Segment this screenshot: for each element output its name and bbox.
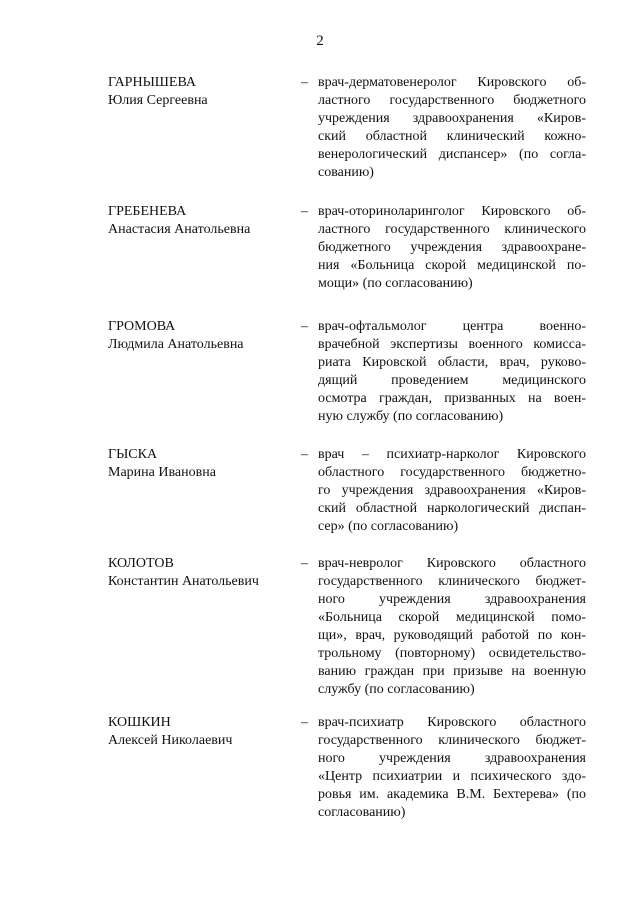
position-line: врачебной экспертизы военного комисса-	[318, 337, 586, 352]
member-name	[108, 555, 298, 591]
position-line: «Больница скорой медицинской помо-	[318, 610, 586, 625]
member-surname: ГРОМОВА	[108, 319, 176, 334]
position-line: риата Кировской области, врач, руково-	[318, 355, 586, 370]
separator-dash: –	[301, 75, 308, 90]
position-line: учреждения здравоохранения «Киров-	[318, 111, 586, 126]
member-given-name: Константин Анатольевич	[108, 574, 259, 589]
position-line: трольному (повторному) освидетельство-	[318, 646, 586, 661]
position-line: врач-дерматовенеролог Кировского об-	[318, 75, 586, 90]
position-line: ский областной наркологический диспан-	[318, 501, 586, 516]
position-line: венерологический диспансер» (по согла-	[318, 147, 586, 162]
position-line: ного учреждения здравоохранения	[318, 592, 586, 607]
separator-dash: –	[301, 319, 308, 334]
member-name	[108, 714, 298, 750]
position-line: государственного клинического бюджет-	[318, 733, 586, 748]
position-line: врач-офтальмолог центра военно-	[318, 319, 586, 334]
member-given-name: Людмила Анатольевна	[108, 337, 244, 352]
member-given-name: Анастасия Анатольевна	[108, 222, 251, 237]
member-given-name: Алексей Николаевич	[108, 733, 233, 748]
position-line: сер» (по согласованию)	[318, 519, 459, 534]
position-line: щи», врач, руководящий работой по кон-	[318, 628, 586, 643]
position-line: ния «Больница скорой медицинской по-	[318, 258, 586, 273]
position-line: мощи» (по согласованию)	[318, 276, 473, 291]
position-line: врач-оториноларинголог Кировского об-	[318, 204, 586, 219]
separator-dash: –	[301, 556, 308, 571]
position-line: го учреждения здравоохранения «Киров-	[318, 483, 586, 498]
member-surname: КОШКИН	[108, 715, 171, 730]
position-line: дящий проведением медицинского	[318, 373, 586, 388]
position-line: врач – психиатр-нарколог Кировского	[318, 447, 586, 462]
position-line: ластного государственного клинического	[318, 222, 586, 237]
position-line: врач-психиатр Кировского областного	[318, 715, 586, 730]
member-surname: ГЫСКА	[108, 447, 158, 462]
position-line: осмотра граждан, призванных на воен-	[318, 391, 586, 406]
member-surname: КОЛОТОВ	[108, 556, 174, 571]
position-line: ский областной клинический кожно-	[318, 129, 586, 144]
member-given-name: Марина Ивановна	[108, 465, 216, 480]
member-position	[318, 555, 586, 699]
position-line: ванию граждан при призыве на военную	[318, 664, 586, 679]
member-surname: ГРЕБЕНЕВА	[108, 204, 187, 219]
position-line: бюджетного учреждения здравоохране-	[318, 240, 586, 255]
member-name	[108, 203, 298, 239]
position-line: областного государственного бюджетно-	[318, 465, 586, 480]
position-line: службу (по согласованию)	[318, 682, 475, 697]
position-line: ровья им. академика В.М. Бехтерева» (по	[318, 787, 586, 802]
member-position	[318, 714, 586, 822]
member-position	[318, 203, 586, 293]
separator-dash: –	[301, 204, 308, 219]
separator-dash: –	[301, 715, 308, 730]
member-given-name: Юлия Сергеевна	[108, 93, 208, 108]
member-position	[318, 74, 586, 182]
separator-dash: –	[301, 447, 308, 462]
member-name	[108, 446, 298, 482]
page-number: 2	[316, 33, 324, 49]
position-line: согласованию)	[318, 805, 406, 820]
position-line: ного учреждения здравоохранения	[318, 751, 586, 766]
member-position	[318, 446, 586, 536]
member-name	[108, 74, 298, 110]
position-line: сованию)	[318, 165, 374, 180]
position-line: ластного государственного бюджетного	[318, 93, 586, 108]
member-surname: ГАРНЫШЕВА	[108, 75, 197, 90]
member-name	[108, 318, 298, 354]
position-line: «Центр психиатрии и психического здо-	[318, 769, 586, 784]
position-line: врач-невролог Кировского областного	[318, 556, 586, 571]
member-position	[318, 318, 586, 426]
position-line: ную службу (по согласованию)	[318, 409, 504, 424]
position-line: государственного клинического бюджет-	[318, 574, 586, 589]
